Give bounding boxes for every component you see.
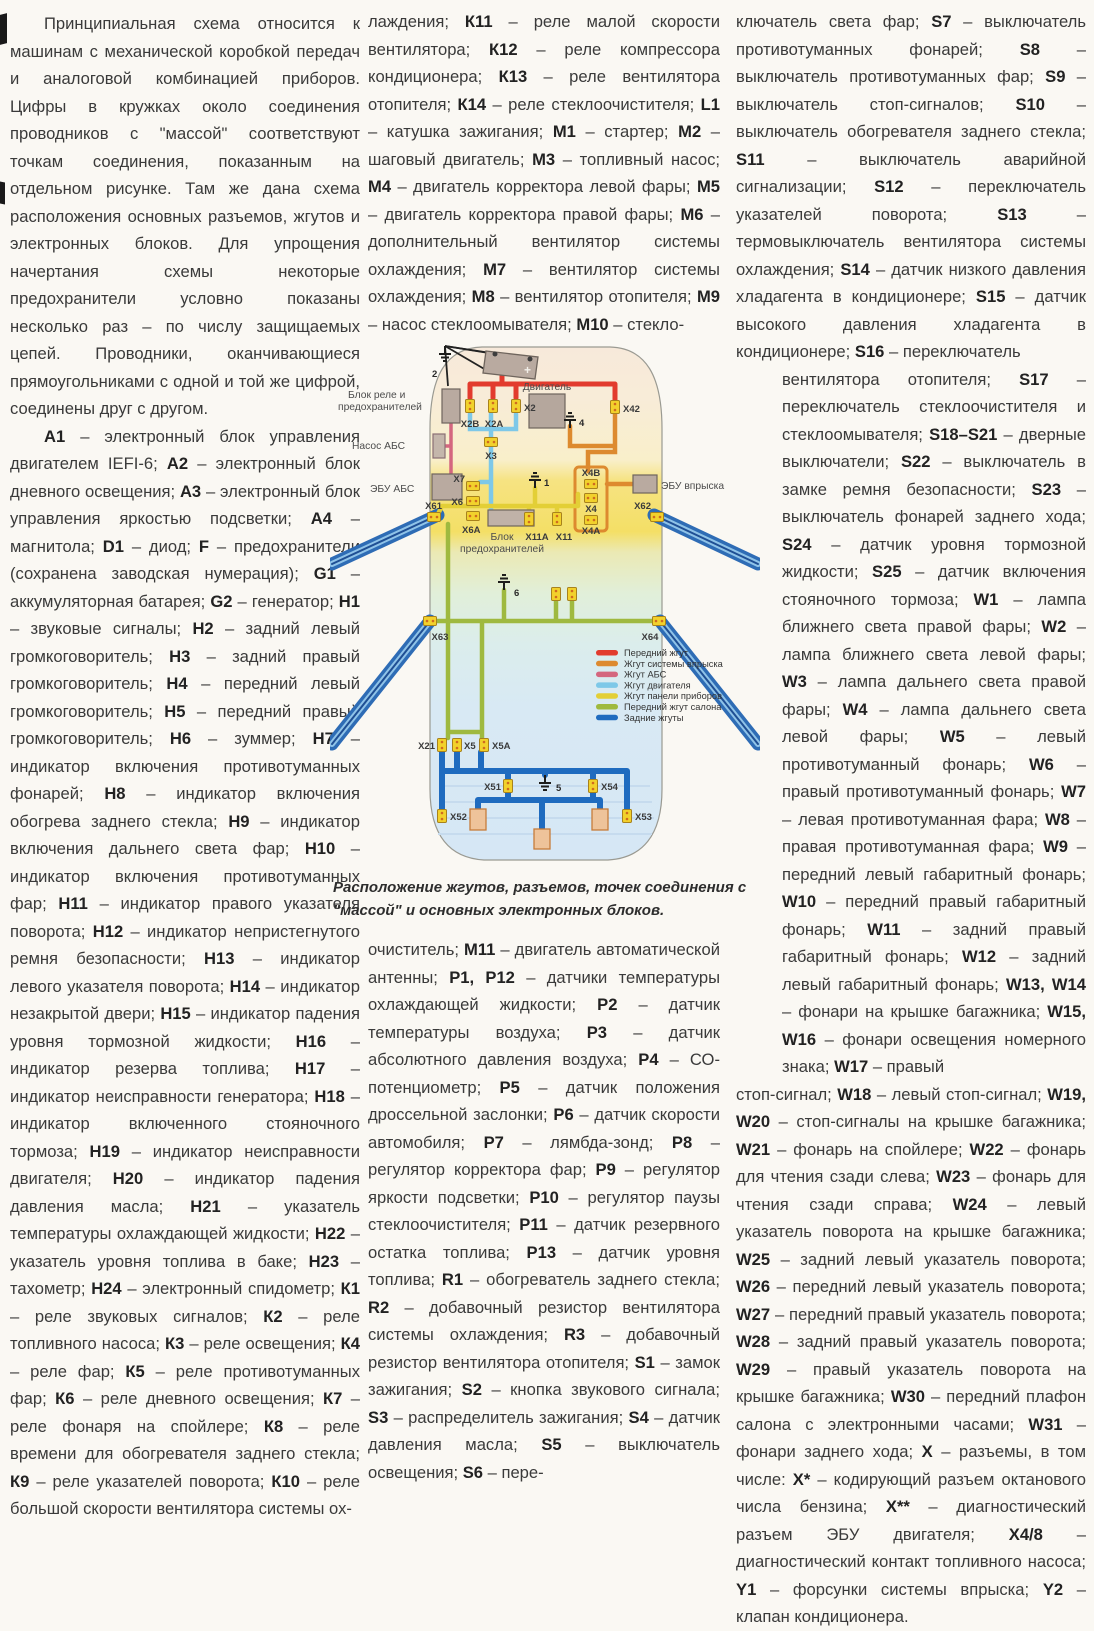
ground-2-label: 2: [432, 369, 438, 380]
scan-edge-artifact: [0, 13, 7, 45]
connector-x54-label: Х54: [601, 782, 618, 793]
connector-x61: [428, 513, 441, 522]
text-column-left: [10, 10, 360, 1523]
legend-swatch-engine: [596, 682, 618, 688]
connector-cabin-stub-1: [552, 588, 561, 601]
fuse-block-label-1: Блок: [490, 532, 514, 543]
legend-label-rear: Задние жгуты: [624, 712, 684, 723]
legend-label-cabin: Передний жгут салона: [624, 702, 722, 712]
left-rear-door-harness: [332, 621, 430, 744]
engine-label: Двигатель: [522, 382, 572, 393]
component-list-k11-m10: лаждения; К11 – реле малой скорости вентилятора; К12 – реле компрессора кондиционера; К13 – реле вентилятора отопителя; К14 – реле стеклоочистителя; L1 – катушка зажигания; М1 – стартер; М2 – шаговый двигатель; М3 – топливный насос; М4 – двигатель корректора левой фары; М5 – двигатель корректора правой фары; М6 – дополнительный вентилятор системы охлаждения; М7 – вентилятор системы охлаждения; М8 – вентилятор отопителя; М9 – насос стеклоомывателя; М10 – стекло-: [368, 12, 721, 334]
connector-x6-label: Х6: [451, 497, 463, 508]
legend-label-front: Передний жгут: [624, 648, 689, 658]
legend-label-engine: Жгут двигателя: [624, 680, 691, 691]
car-harness-diagram: [330, 334, 760, 879]
legend-swatch-rear: [596, 715, 618, 721]
connector-x21-label: Х21: [418, 741, 435, 752]
legend-swatch-front: [596, 650, 618, 656]
injection-ecu-label: ЭБУ впрыска: [661, 481, 725, 492]
rear-lamp-right: [592, 809, 608, 830]
connector-x61-label: Х61: [425, 501, 442, 512]
figure-caption: Расположение жгутов, разъемов, точек соединения с "массой" и основных электронных блоков.: [333, 879, 747, 919]
connector-x7: [467, 482, 480, 491]
connector-x64: [653, 617, 666, 626]
connector-x5: [453, 739, 462, 752]
connector-x64-label: Х64: [641, 632, 659, 643]
connector-x6: [467, 497, 480, 506]
ground-6-label: 6: [514, 588, 520, 599]
connector-x3-label: Х3: [485, 451, 497, 462]
connector-x51: [504, 780, 513, 793]
component-list-m11-s6: очиститель; М11 – двигатель автоматической антенны; Р1, Р12 – датчики температуры охлаждающей жидкости; Р2 – датчик температуры воздуха; Р3 – датчик абсолютного давления воздуха; Р4 – СО-потенциометр; Р5 – датчик положения дроссельной заслонки; Р6 – датчик скорости автомобиля; Р7 – лямбда-зонд; Р8 – регулятор корректора фар; Р9 – регулятор яркости подсветки; Р10 – регулятор паузы стеклоочистителя; Р11 – датчик резервного остатка топлива; Р13 – датчик уровня топлива; R1 – обогреватель заднего стекла; R2 – добавочный резистор вентилятора системы охлаждения; R3 – добавочный резистор вентилятора отопителя; S1 – замок зажигания; S2 – кнопка звукового сигнала; S3 – распределитель зажигания; S4 – датчик давления масла; S5 – выключатель освещения; S6 – пере-: [368, 940, 721, 1482]
left-front-door-harness: [332, 515, 438, 564]
text-column-middle-top: [368, 8, 720, 338]
connector-x52: [438, 810, 447, 823]
injection-ecu-box: [633, 475, 657, 493]
battery-plus-sign: +: [524, 363, 532, 377]
connector-x11a-label: Х11А: [525, 532, 549, 543]
connector-x6a-label: Х6А: [462, 525, 481, 536]
rear-lamp-left: [470, 809, 486, 830]
relay-fuse-block-box: [442, 389, 460, 423]
connector-x5-label: Х5: [464, 741, 476, 752]
intro-paragraph: Принципиальная схема относится к машинам с механической коробкой передач и аналоговой комбинацией приборов. Цифры в кружках около соединения проводников с "массой" соответствуют точкам соединения, показанным на отдельном рисунке. Там же дана схема расположения основных разъемов, жгутов и электронных блоков. Для упрощения начертания схемы некоторые предохранители условно показаны несколько раз – по числу защищаемых цепей. Проводники, оканчивающиеся прямоугольниками с одной и той же цифрой, соединены друг с другом.: [10, 14, 360, 418]
connector-x21: [438, 739, 447, 752]
relay-fuse-block-label-2: предохранителей: [338, 402, 422, 413]
legend-swatch-panel: [596, 693, 618, 699]
connector-x7-label: Х7: [453, 474, 465, 485]
connector-x62-label: Х62: [634, 501, 651, 512]
connector-x2: [512, 400, 521, 413]
connector-x6a: [467, 512, 480, 521]
text-column-right: [736, 8, 1086, 1631]
abs-pump-box: [433, 434, 445, 458]
connector-x4-label: Х4: [585, 504, 597, 515]
connector-x53-label: Х53: [635, 812, 652, 823]
connector-x62: [651, 513, 664, 522]
connector-x63-label: Х63: [431, 632, 449, 643]
component-list-w18-y2: стоп-сигнал; W18 – левый стоп-сигнал; W19, W20 – стоп-сигналы на крышке багажника; W21 – фонарь на спойлере; W22 – фонарь для чтения сзади слева; W23 – фонарь для чтения сзади справа; W24 – левый указатель поворота на крышке багажника; W25 – задний левый указатель поворота; W26 – передний левый указатель поворота; W27 – передний правый указатель поворота; W28 – задний правый указатель поворота; W29 – правый указатель поворота на крышке багажника; W30 – передний плафон салона с электронными часами; W31 – фонари заднего хода; Х – разъемы, в том числе: Х* – кодирующий разъем октанового числа бензина; Х** – диагностический разъем ЭБУ двигателя; Х4/8 – диагностический контакт топливного насоса; Y1 – форсунки системы впрыска; Y2 – клапан кондиционера.: [736, 1084, 1087, 1626]
connector-x11-label: Х11: [555, 532, 573, 543]
legend-label-injection: Жгут системы впрыска: [624, 658, 723, 669]
legend-swatch-abs: [596, 672, 618, 678]
connector-x53: [623, 810, 632, 823]
abs-pump-label: Насос АБС: [352, 441, 406, 452]
connector-x2a: [489, 400, 498, 413]
connector-x2b: [466, 400, 475, 413]
connector-x54: [589, 780, 598, 793]
connector-x11a: [525, 513, 534, 526]
connector-x52-label: Х52: [450, 812, 467, 823]
fuse-block-label-2: предохранителей: [460, 544, 544, 555]
connector-x4b: [585, 480, 598, 489]
connector-x63: [424, 617, 437, 626]
relay-fuse-block-label-1: Блок реле и: [348, 390, 406, 401]
connector-x5a-label: Х5А: [492, 741, 511, 752]
abs-ecu-label: ЭБУ АБС: [370, 484, 415, 495]
connector-x3: [485, 438, 498, 447]
legend-label-panel: Жгут панели приборов: [624, 691, 723, 702]
legend-swatch-injection: [596, 661, 618, 667]
ground-1-label: 1: [544, 478, 550, 489]
component-list-s17-w17: вентилятора отопителя; S17 – переключатель стеклоочистителя и стеклоомывателя; S18–S21 – дверные выключатели; S22 – выключатель в замке ремня безопасности; S23 – выключатель фонарей заднего хода; S24 – датчик уровня тормозной жидкости; S25 – датчик включения стояночного тормоза; W1 – лампа ближнего света правой фары; W2 – лампа ближнего света левой фары; W3 – лампа дальнего света правой фары; W4 – лампа дальнего света левой фары; W5 – левый противотуманный фонарь; W6 – правый противотуманный фонарь; W7 – левая противотуманная фара; W8 – правая противотуманная фара; W9 – передний левый габаритный фонарь; W10 – передний правый габаритный фонарь; W11 – задний правый габаритный фонарь; W12 – задний левый габаритный фонарь; W13, W14 – фонари на крышке багажника; W15, W16 – фонари освещения номерного знака; W17 – правый: [782, 369, 1087, 1076]
component-list-a-k10: А1 – электронный блок управления двигателем IEFI-6; А2 – электронный блок дневного освещения; А3 – электронный блок управления яркостью подсветки; А4 – магнитола; D1 – диод; F – предохранители (сохранена заводская нумерация); G1 – аккумуляторная батарея; G2 – генератор; Н1 – звуковые сигналы; Н2 – задний левый громкоговоритель; Н3 – задний правый громкоговоритель; Н4 – передний левый громкоговоритель; Н5 – передний правый громкоговоритель; Н6 – зуммер; Н7 – индикатор включения противотуманных фонарей; Н8 – индикатор включения обогрева заднего стекла; Н9 – индикатор включения дальнего света фар; Н10 – индикатор включения противотуманных фар; Н11 – индикатор правого указателя поворота; Н12 – индикатор непристегнутого ремня безопасности; Н13 – индикатор левого указателя поворота; Н14 – индикатор незакрытой двери; Н15 – индикатор падения уровня тормозной жидкости; Н16 – индикатор резерва топлива; Н17 – индикатор неисправности генератора; Н18 – индикатор включенного стояночного тормоза; Н19 – индикатор неисправности двигателя; Н20 – индикатор падения давления масла; Н21 – указатель температуры охлаждающей жидкости; Н22 – указатель уровня топлива в баке; Н23 – тахометр; Н24 – электронный спидометр; К1 – реле звуковых сигналов; К2 – реле топливного насоса; К3 – реле освещения; К4 – реле фар; К5 – реле противотуманных фар; К6 – реле дневного освещения; К7 – реле фонаря на спойлере; К8 – реле времени для обогревателя заднего стекла; К9 – реле указателей поворота; К10 – реле большой скорости вентилятора системы ох-: [10, 426, 361, 1518]
connector-x51-label: Х51: [484, 782, 501, 793]
connector-cabin-stub-2: [568, 588, 577, 601]
connector-x4a-label: Х4А: [581, 526, 601, 537]
connector-x42: [611, 401, 620, 414]
connector-x2b-label: Х2В: [460, 419, 480, 430]
connector-x42-label: Х42: [623, 404, 640, 415]
text-column-middle-bottom: [368, 936, 720, 1486]
ground-5-label: 5: [556, 783, 562, 794]
scan-edge-artifact: [0, 182, 5, 205]
legend-swatch-cabin: [596, 704, 618, 710]
connector-x2a-label: Х2А: [484, 419, 504, 430]
ground-4-label: 4: [579, 418, 585, 429]
connector-x11: [553, 513, 562, 526]
connector-x2-label: Х2: [524, 403, 536, 414]
legend-label-abs: Жгут АБС: [624, 669, 667, 680]
rear-lamp-center: [534, 829, 550, 849]
component-list-s7-s16: ключатель света фар; S7 – выключатель противотуманных фонарей; S8 – выключатель противотуманных фар; S9 – выключатель стоп-сигналов; S10 – выключатель обогревателя заднего стекла; S11 – выключатель аварийной сигнализации; S12 – переключатель указателей поворота; S13 – термовыключатель вентилятора системы охлаждения; S14 – датчик низкого давления хладагента в кондиционере; S15 – датчик высокого давления хладагента в кондиционере; S16 – переключатель: [736, 12, 1087, 361]
connector-x5a: [480, 739, 489, 752]
connector-x4a: [585, 516, 598, 525]
connector-x4b-label: Х4В: [581, 468, 601, 479]
connector-x4: [585, 494, 598, 503]
